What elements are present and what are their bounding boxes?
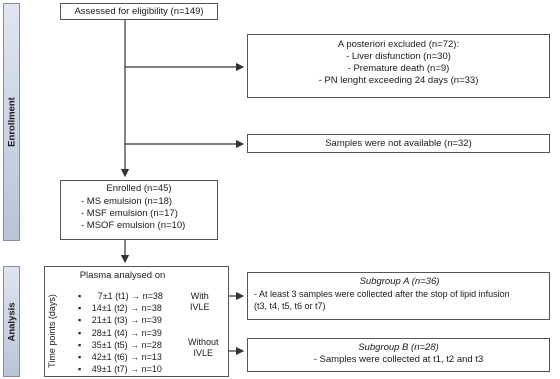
time-point-item: ▪ 14±1 (t2) → n=38 — [78, 303, 162, 314]
subgroup-a-box — [247, 272, 550, 320]
enrolled-box — [60, 180, 218, 240]
assessed-text: Assessed for eligibility (n=149) — [74, 6, 204, 17]
time-axis-label-text: Time points (days) — [47, 294, 57, 368]
analysis-label: Analysis — [6, 301, 17, 342]
time-point-item: ▪ 28±1 (t4) → n=39 — [78, 327, 162, 338]
plasma-title: Plasma analysed on — [79, 270, 166, 281]
time-points-list — [78, 290, 163, 375]
subgroup-b-box — [247, 338, 550, 372]
time-point-item: ▪ 21±1 (t3) → n=39 — [78, 315, 162, 326]
excluded-item: - Liver disfunction (n=30) — [346, 51, 451, 62]
subgroup-b-title: Subgroup B (n=28) — [358, 342, 439, 353]
subgroup-a-text: - At least 3 samples were collected after the stop of lipid infusion — [254, 289, 510, 299]
subgroup-b-text: - Samples were collected at t1, t2 and t3 — [313, 354, 484, 365]
excluded-box — [247, 34, 550, 98]
time-point-text: 14±1 (t2) → n=38 — [91, 303, 162, 314]
time-point-text: 42±1 (t6) → n=13 — [91, 352, 162, 363]
enrolled-item: - MSOF emulsion (n=10) — [81, 220, 186, 231]
time-point-text: 49±1 (t7) → n=10 — [91, 364, 162, 375]
time-point-text: 28±1 (t4) → n=39 — [91, 327, 162, 338]
time-point-text: 35±1 (t5) → n=28 — [91, 339, 162, 350]
without-ivle-line: Without — [188, 337, 219, 347]
not-available-text: Samples were not available (n=32) — [325, 138, 472, 149]
time-point-item: ▪ 49±1 (t7) → n=10 — [78, 364, 162, 375]
without-ivle-label — [188, 337, 219, 359]
with-ivle-line: With — [190, 291, 209, 301]
enrolled-title: Enrolled (n=45) — [106, 183, 172, 194]
time-point-item: ▪ 7±1 (t1) → n=38 — [78, 291, 163, 301]
time-axis-label — [47, 294, 57, 368]
time-point-text: 21±1 (t3) → n=39 — [91, 315, 162, 326]
enrolled-item: - MS emulsion (n=18) — [81, 196, 173, 207]
excluded-item: - PN lenght exceeding 24 days (n=33) — [318, 75, 479, 86]
time-point-item: ▪ 42±1 (t6) → n=13 — [78, 352, 162, 363]
time-point-text: 7±1 (t1) → n=38 — [97, 291, 163, 301]
not-available-box — [247, 134, 550, 153]
with-ivle-label — [190, 291, 210, 313]
time-point-item: ▪ 35±1 (t5) → n=28 — [78, 339, 162, 350]
with-ivle-line: IVLE — [190, 302, 210, 312]
enrollment-label: Enrollment — [6, 97, 17, 147]
without-ivle-line: IVLE — [193, 348, 214, 358]
enrolled-item: - MSF emulsion (n=17) — [81, 208, 178, 219]
excluded-item: - Premature death (n=9) — [347, 63, 450, 74]
excluded-title: A posteriori excluded (n=72): — [337, 39, 460, 50]
assessed-box — [60, 3, 218, 20]
subgroup-a-title: Subgroup A (n=36) — [359, 276, 440, 287]
subgroup-a-text: (t3, t4, t5, t6 or t7) — [254, 301, 326, 311]
